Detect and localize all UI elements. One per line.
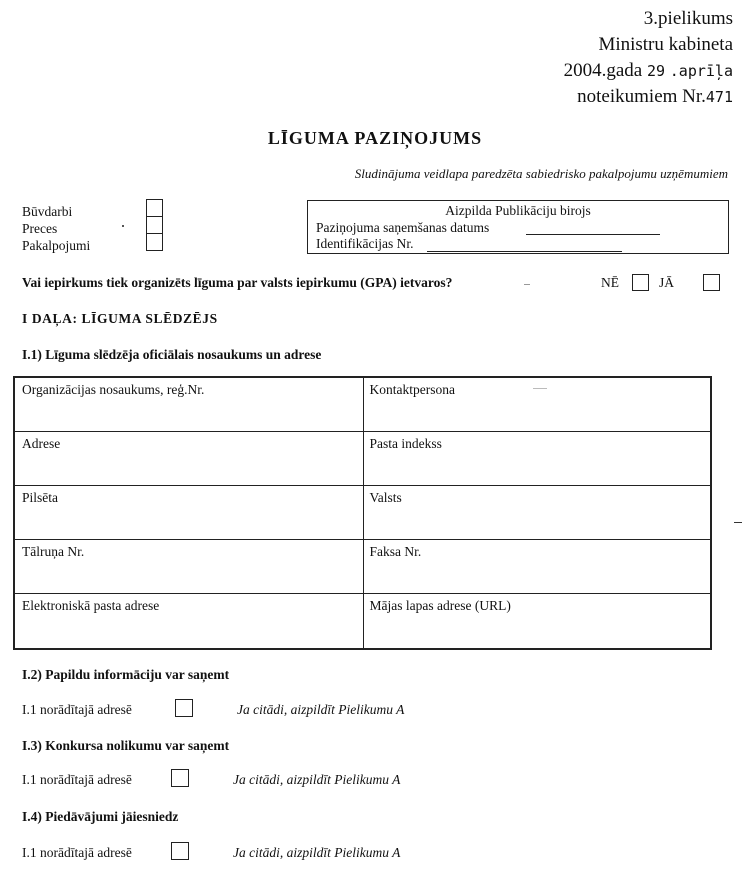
regulation-number-value: 471 xyxy=(705,88,733,106)
gpa-no-label: NĒ xyxy=(601,275,619,290)
table-row xyxy=(15,378,710,431)
table-row xyxy=(15,431,710,485)
contact-person-field[interactable]: Kontaktpersona xyxy=(363,378,711,431)
checkbox-works[interactable] xyxy=(146,199,163,216)
city-field[interactable]: Pilsēta xyxy=(22,490,58,505)
publication-office-heading: Aizpilda Publikāciju birojs xyxy=(445,203,591,218)
form-subtitle: Sludinājuma veidlapa paredzēta sabiedrisko pakalpojumu uzņēmumiem xyxy=(354,166,728,181)
section-1-2-heading: I.2) Papildu informāciju var saņemt xyxy=(22,667,230,682)
gpa-yes-label: JĀ xyxy=(659,275,675,290)
gpa-no-checkbox[interactable] xyxy=(632,274,649,291)
checkbox-goods[interactable] xyxy=(146,216,163,233)
checkbox-services[interactable] xyxy=(146,233,163,251)
regulation-number-prefix: noteikumiem Nr. xyxy=(577,86,706,107)
regulation-date-day: 29 xyxy=(646,62,666,80)
section-1-3-option-label: I.1 norādītajā adresē xyxy=(22,772,132,787)
table-row xyxy=(15,485,710,539)
fax-field[interactable]: Faksa Nr. xyxy=(363,540,711,593)
scan-mark xyxy=(734,522,742,523)
regulation-number xyxy=(577,84,733,110)
section-1-2-alternative: Ja citādi, aizpildīt Pielikumu A xyxy=(237,702,405,717)
contracting-entity-table xyxy=(13,376,712,650)
type-label-goods: Preces xyxy=(22,221,58,236)
postal-code-field[interactable]: Pasta indekss xyxy=(363,432,711,485)
received-date-label: Paziņojuma saņemšanas datums xyxy=(316,220,490,235)
issuer: Ministru kabineta xyxy=(598,34,733,55)
page-title: LĪGUMA PAZIŅOJUMS xyxy=(267,128,483,148)
scan-mark xyxy=(533,388,547,389)
publication-office-box xyxy=(307,200,729,254)
section-1-4-heading: I.4) Piedāvājumi jāiesniedz xyxy=(22,809,179,824)
identification-label: Identifikācijas Nr. xyxy=(316,236,414,251)
country-field[interactable]: Valsts xyxy=(363,486,711,539)
table-row xyxy=(15,539,710,593)
email-field[interactable]: Elektroniskā pasta adrese xyxy=(22,598,160,613)
gpa-yes-checkbox[interactable] xyxy=(703,274,720,291)
section-1-2-option-label: I.1 norādītajā adresē xyxy=(22,702,132,717)
part-one-title: I DAĻA: LĪGUMA SLĒDZĒJS xyxy=(22,311,218,326)
section-1-3-alternative: Ja citādi, aizpildīt Pielikumu A xyxy=(233,772,401,787)
org-name-field[interactable]: Organizācijas nosaukums, reģ.Nr. xyxy=(22,382,205,397)
table-row xyxy=(15,593,710,648)
website-field[interactable]: Mājas lapas adrese (URL) xyxy=(363,594,711,648)
gpa-question: Vai iepirkums tiek organizēts līguma par valsts iepirkumu (GPA) ietvaros? xyxy=(22,275,453,290)
annex-number: 3.pielikums xyxy=(643,8,733,29)
received-date-field[interactable] xyxy=(526,234,660,235)
regulation-date-year: 2004.gada xyxy=(563,60,643,81)
section-1-4-alternative: Ja citādi, aizpildīt Pielikumu A xyxy=(233,845,401,860)
section-1-4-checkbox[interactable] xyxy=(171,842,189,860)
section-1-2-checkbox[interactable] xyxy=(175,699,193,717)
section-1-1-heading: I.1) Līguma slēdzēja oficiālais nosaukums un adrese xyxy=(22,347,322,362)
address-field[interactable]: Adrese xyxy=(22,436,61,451)
regulation-date xyxy=(564,58,733,84)
section-1-3-heading: I.3) Konkursa nolikumu var saņemt xyxy=(22,738,230,753)
scan-mark xyxy=(524,284,530,285)
scan-dot xyxy=(122,225,124,227)
regulation-date-month: .aprīļa xyxy=(669,62,733,80)
identification-field[interactable] xyxy=(427,251,622,252)
type-label-services: Pakalpojumi xyxy=(22,238,91,253)
section-1-4-option-label: I.1 norādītajā adresē xyxy=(22,845,132,860)
type-label-works: Būvdarbi xyxy=(22,204,73,219)
phone-field[interactable]: Tālruņa Nr. xyxy=(22,544,85,559)
section-1-3-checkbox[interactable] xyxy=(171,769,189,787)
